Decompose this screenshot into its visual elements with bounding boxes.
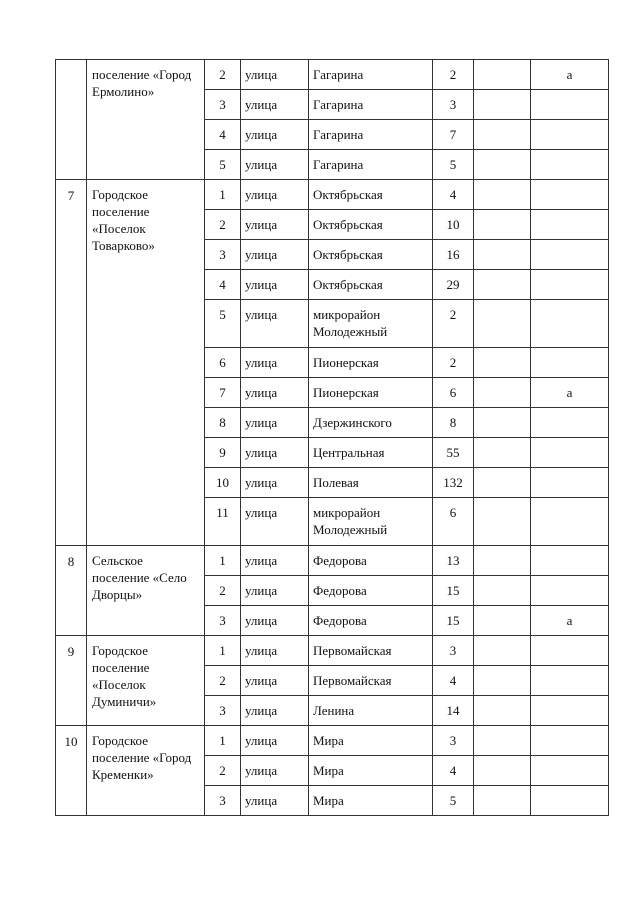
mark-cell [531,666,609,696]
street-type: улица [241,90,309,120]
house-number: 6 [433,498,474,546]
row-index: 4 [205,270,241,300]
street-type: улица [241,300,309,348]
street-name: Октябрьская [309,240,433,270]
house-number: 4 [433,180,474,210]
extra-cell [474,90,531,120]
street-name: Октябрьская [309,210,433,240]
extra-cell [474,756,531,786]
house-number: 6 [433,378,474,408]
mark-cell [531,210,609,240]
house-number: 2 [433,348,474,378]
extra-cell [474,636,531,666]
extra-cell [474,696,531,726]
house-number: 3 [433,726,474,756]
street-name: Первомайская [309,636,433,666]
extra-cell [474,240,531,270]
street-name: Мира [309,786,433,816]
row-index: 6 [205,348,241,378]
mark-cell [531,756,609,786]
street-type: улица [241,378,309,408]
settlement-name: Городское поселение «Поселок Товарково» [87,180,205,546]
street-type: улица [241,438,309,468]
street-name: Гагарина [309,120,433,150]
street-type: улица [241,666,309,696]
mark-cell: а [531,606,609,636]
row-index: 3 [205,786,241,816]
house-number: 8 [433,408,474,438]
street-name: Дзержинского [309,408,433,438]
street-type: улица [241,150,309,180]
house-number: 7 [433,120,474,150]
group-number: 7 [56,180,87,546]
street-name: Федорова [309,576,433,606]
mark-cell [531,300,609,348]
house-number: 16 [433,240,474,270]
street-name: Мира [309,726,433,756]
house-number: 5 [433,786,474,816]
table-row [56,546,609,576]
group-number: 10 [56,726,87,816]
extra-cell [474,546,531,576]
street-type: улица [241,240,309,270]
street-name: Федорова [309,546,433,576]
house-number: 2 [433,300,474,348]
mark-cell [531,150,609,180]
extra-cell [474,120,531,150]
house-number: 132 [433,468,474,498]
row-index: 3 [205,696,241,726]
street-type: улица [241,756,309,786]
house-number: 3 [433,636,474,666]
extra-cell [474,468,531,498]
row-index: 5 [205,150,241,180]
street-name: Гагарина [309,90,433,120]
row-index: 5 [205,300,241,348]
row-index: 9 [205,438,241,468]
row-index: 3 [205,240,241,270]
mark-cell [531,270,609,300]
street-name: Октябрьская [309,180,433,210]
street-type: улица [241,636,309,666]
house-number: 55 [433,438,474,468]
street-type: улица [241,120,309,150]
mark-cell [531,408,609,438]
mark-cell [531,498,609,546]
mark-cell [531,240,609,270]
settlement-name: Городское поселение «Поселок Думиничи» [87,636,205,726]
street-type: улица [241,498,309,546]
extra-cell [474,666,531,696]
extra-cell [474,348,531,378]
house-number: 10 [433,210,474,240]
settlement-name: Сельское поселение «Село Дворцы» [87,546,205,636]
extra-cell [474,270,531,300]
mark-cell [531,438,609,468]
table-row [56,726,609,756]
row-index: 4 [205,120,241,150]
row-index: 8 [205,408,241,438]
street-type: улица [241,468,309,498]
row-index: 1 [205,726,241,756]
extra-cell [474,408,531,438]
mark-cell [531,546,609,576]
extra-cell [474,210,531,240]
street-name: микрорайон Молодежный [309,498,433,546]
row-index: 1 [205,636,241,666]
group-number [56,60,87,180]
street-type: улица [241,60,309,90]
row-index: 2 [205,666,241,696]
extra-cell [474,498,531,546]
street-name: микрорайон Молодежный [309,300,433,348]
mark-cell [531,696,609,726]
house-number: 2 [433,60,474,90]
group-number: 9 [56,636,87,726]
mark-cell [531,786,609,816]
row-index: 3 [205,606,241,636]
house-number: 14 [433,696,474,726]
extra-cell [474,150,531,180]
street-type: улица [241,210,309,240]
street-name: Центральная [309,438,433,468]
street-type: улица [241,576,309,606]
row-index: 10 [205,468,241,498]
mark-cell [531,468,609,498]
mark-cell: а [531,378,609,408]
street-name: Гагарина [309,150,433,180]
house-number: 5 [433,150,474,180]
row-index: 11 [205,498,241,546]
table-row [56,180,609,210]
house-number: 3 [433,90,474,120]
extra-cell [474,438,531,468]
extra-cell [474,726,531,756]
house-number: 15 [433,576,474,606]
extra-cell [474,300,531,348]
house-number: 29 [433,270,474,300]
street-name: Первомайская [309,666,433,696]
table-row [56,60,609,90]
row-index: 2 [205,210,241,240]
mark-cell: а [531,60,609,90]
street-type: улица [241,348,309,378]
row-index: 1 [205,180,241,210]
extra-cell [474,576,531,606]
street-name: Пионерская [309,378,433,408]
table-body [56,60,609,816]
address-table [55,59,609,816]
extra-cell [474,606,531,636]
mark-cell [531,120,609,150]
house-number: 15 [433,606,474,636]
street-name: Гагарина [309,60,433,90]
house-number: 4 [433,756,474,786]
street-type: улица [241,606,309,636]
street-name: Мира [309,756,433,786]
house-number: 13 [433,546,474,576]
mark-cell [531,90,609,120]
row-index: 7 [205,378,241,408]
settlement-name: Городское поселение «Город Кременки» [87,726,205,816]
street-name: Пионерская [309,348,433,378]
street-type: улица [241,786,309,816]
extra-cell [474,180,531,210]
row-index: 3 [205,90,241,120]
extra-cell [474,60,531,90]
row-index: 2 [205,756,241,786]
settlement-name: поселение «Город Ермолино» [87,60,205,180]
street-type: улица [241,696,309,726]
mark-cell [531,180,609,210]
street-name: Октябрьская [309,270,433,300]
row-index: 1 [205,546,241,576]
mark-cell [531,726,609,756]
house-number: 4 [433,666,474,696]
group-number: 8 [56,546,87,636]
row-index: 2 [205,576,241,606]
street-type: улица [241,546,309,576]
mark-cell [531,576,609,606]
street-name: Федорова [309,606,433,636]
street-type: улица [241,726,309,756]
table-row [56,636,609,666]
mark-cell [531,636,609,666]
extra-cell [474,378,531,408]
row-index: 2 [205,60,241,90]
street-name: Полевая [309,468,433,498]
mark-cell [531,348,609,378]
extra-cell [474,786,531,816]
street-type: улица [241,270,309,300]
street-name: Ленина [309,696,433,726]
street-type: улица [241,408,309,438]
street-type: улица [241,180,309,210]
